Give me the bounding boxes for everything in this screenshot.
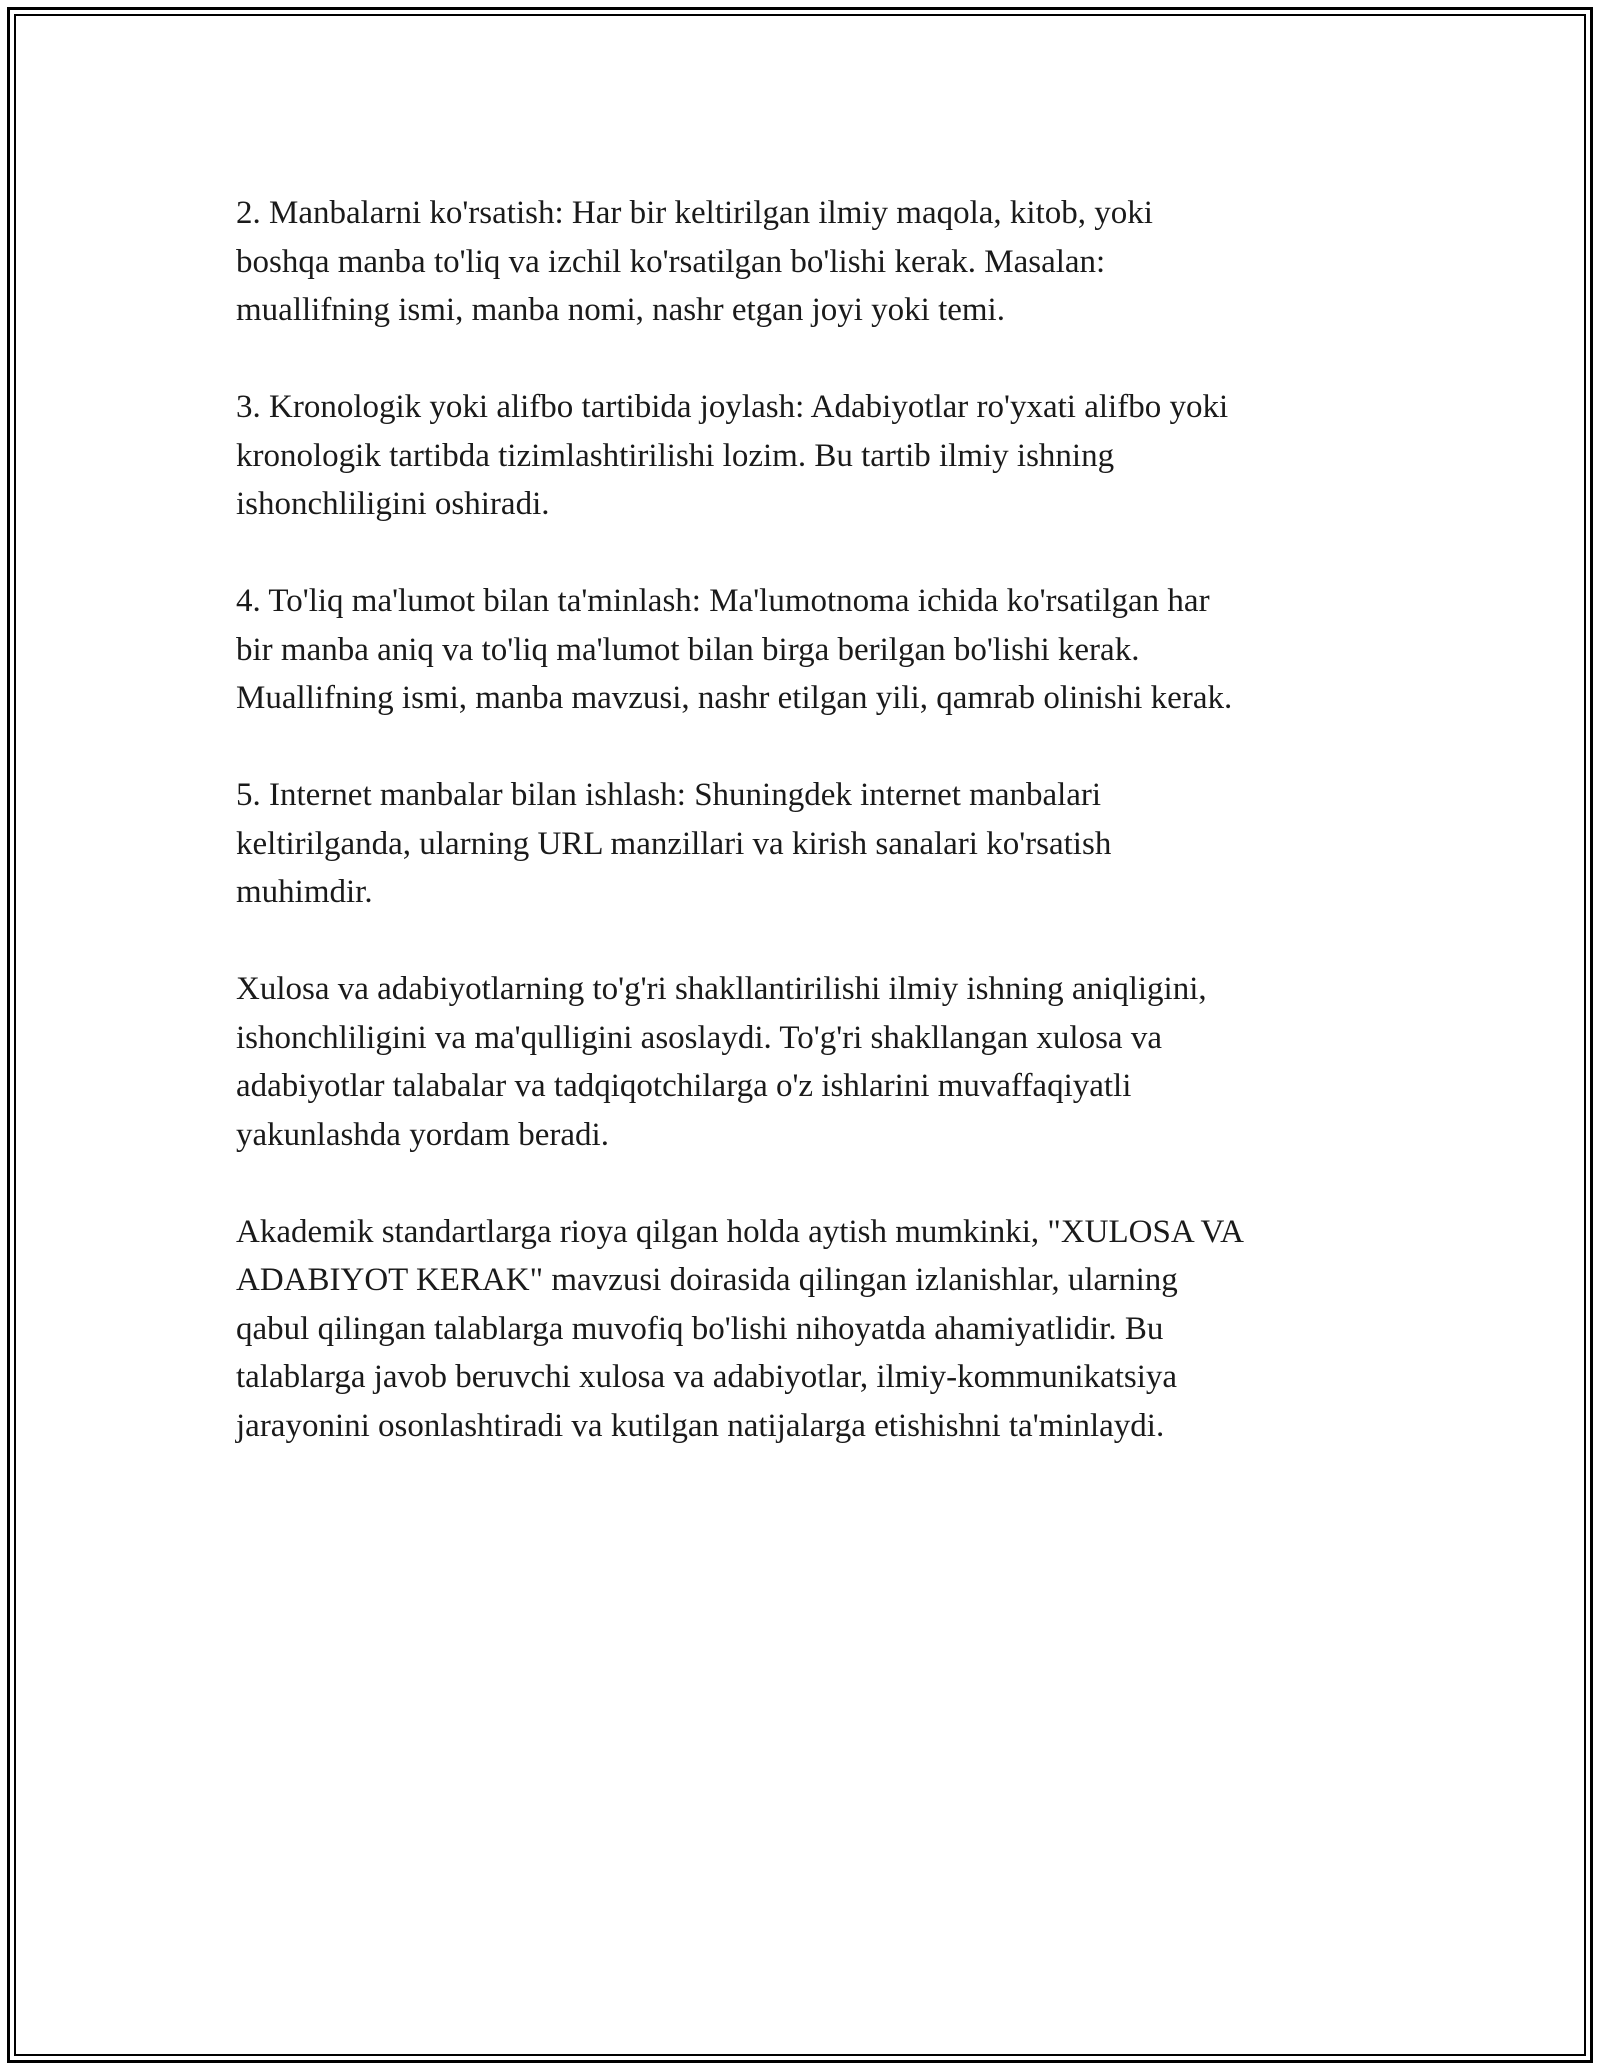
paragraph-sources (236, 189, 1386, 335)
document-body (236, 189, 1386, 1499)
text-line: ishonchliligini oshiradi. (236, 486, 550, 522)
text-line: 2. Manbalarni ko'rsatish: Har bir keltirilgan ilmiy maqola, kitob, yoki (236, 195, 1153, 231)
text-line: muallifning ismi, manba nomi, nashr etgan joyi yoki temi. (236, 292, 1005, 328)
paragraph-full-info (236, 577, 1386, 723)
text-line: ADABIYOT KERAK" mavzusi doirasida qilingan izlanishlar, ularning (236, 1262, 1178, 1298)
paragraph-internet-sources (236, 771, 1386, 917)
paragraph-ordering (236, 383, 1386, 529)
text-line: ishonchliligini va ma'qulligini asoslaydi. To'g'ri shakllangan xulosa va (236, 1019, 1162, 1056)
text-line: keltirilganda, ularning URL manzillari va kirish sanalari ko'rsatish (236, 825, 1112, 862)
text-line: kronologik tartibda tizimlashtirilishi lozim. Bu tartib ilmiy ishning (236, 437, 1115, 474)
text-line: 3. Kronologik yoki alifbo tartibida joylash: Adabiyotlar ro'yxati alifbo yoki (236, 389, 1229, 425)
paragraph-academic-standards (236, 1208, 1386, 1451)
text-line: qabul qilingan talablarga muvofiq bo'lishi nihoyatda ahamiyatlidir. Bu (236, 1310, 1164, 1347)
text-line: Akademik standartlarga rioya qilgan holda aytish mumkinki, "XULOSA VA (236, 1213, 1244, 1250)
text-line: yakunlashda yordam beradi. (236, 1116, 609, 1153)
text-line: adabiyotlar talabalar va tadqiqotchilarga o'z ishlarini muvaffaqiyatli (236, 1068, 1132, 1104)
text-line: Xulosa va adabiyotlarning to'g'ri shakllantirilishi ilmiy ishning aniqligini, (236, 971, 1207, 1007)
text-line: 5. Internet manbalar bilan ishlash: Shuningdek internet manbalari (236, 777, 1102, 813)
text-line: jarayonini osonlashtiradi va kutilgan natijalarga etishishni ta'minlaydi. (236, 1407, 1165, 1444)
paragraph-conclusion (236, 965, 1386, 1159)
text-line: muhimdir. (236, 874, 373, 910)
text-line: 4. To'liq ma'lumot bilan ta'minlash: Ma'lumotnoma ichida ko'rsatilgan har (236, 583, 1210, 619)
text-line: Muallifning ismi, manba mavzusi, nashr etilgan yili, qamrab olinishi kerak. (236, 680, 1233, 716)
text-line: boshqa manba to'liq va izchil ko'rsatilgan bo'lishi kerak. Masalan: (236, 243, 1106, 280)
text-line: bir manba aniq va to'liq ma'lumot bilan birga berilgan bo'lishi kerak. (236, 631, 1140, 668)
text-line: talablarga javob beruvchi xulosa va adabiyotlar, ilmiy-kommunikatsiya (236, 1359, 1178, 1395)
